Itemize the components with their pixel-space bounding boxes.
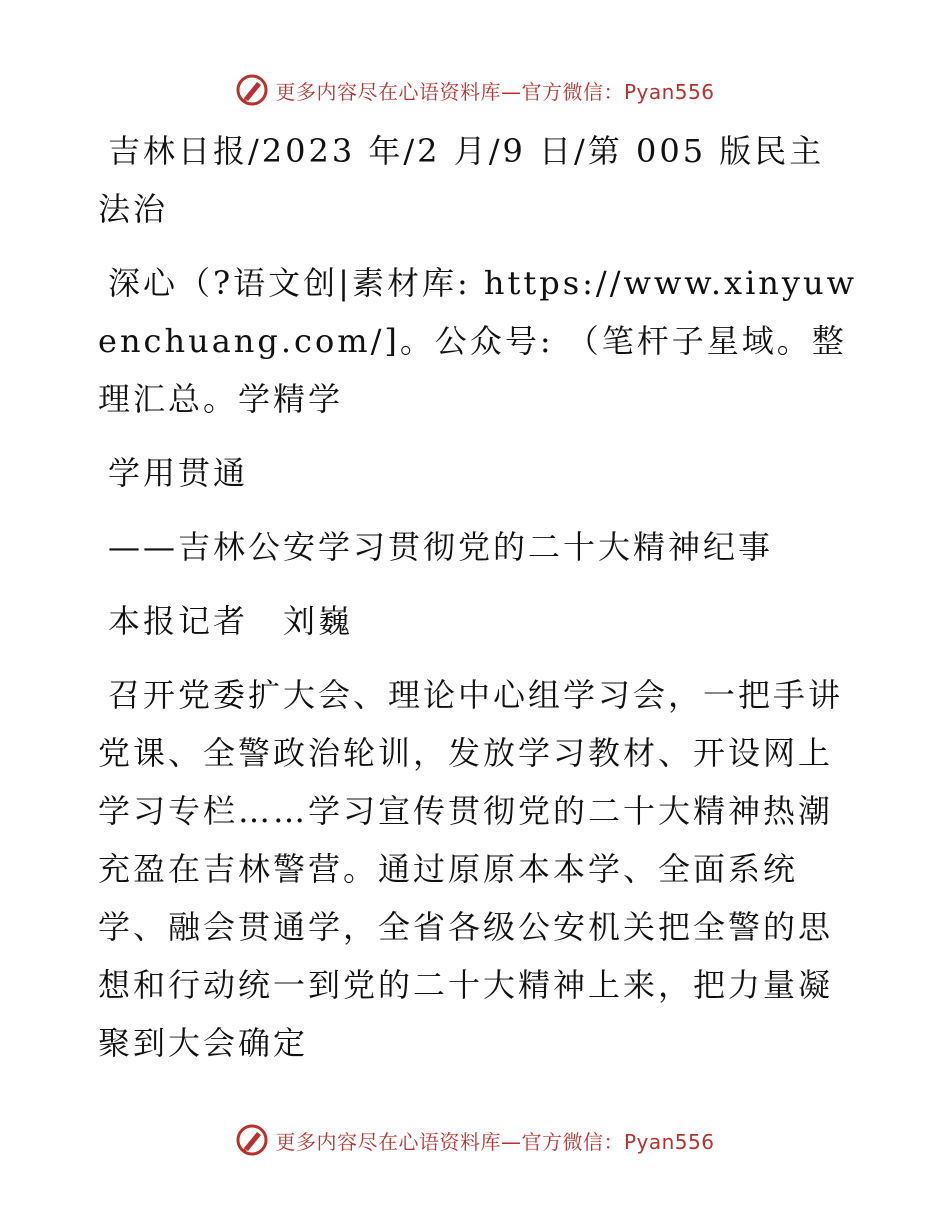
pen-circle-logo-icon [235,1123,269,1157]
paragraph-body: 召开党委扩大会、理论中心组学习会，一把手讲党课、全警政治轮训，发放学习教材、开设网上学习专栏……学习宣传贯彻党的二十大精神热潮充盈在吉林警营。通过原原本本学、全面系统学、融会贯通学，全省各级公安机关把全警的思想和行动统一到党的二十大精神上来，把力量凝聚到大会确定 [98,676,844,1062]
article-byline: 本报记者 刘巍 [108,602,354,640]
banner-text: 更多内容尽在心语资料库—官方微信：Pyan556 [275,79,715,104]
article-title: 学用贯通 [108,454,249,492]
paragraph-source: 吉林日报/2023 年/2 月/9 日/第 005 版民主法治 [98,132,825,228]
banner-text: 更多内容尽在心语资料库—官方微信：Pyan556 [275,1129,715,1154]
document-body [98,122,858,1088]
paragraph-notice: 深心（?语文创|素材库: https://www.xinyuwenchuang.com/]。公众号: （笔杆子星域。整理汇总。学精学 [98,264,857,418]
header-banner [0,70,950,110]
footer-banner [0,1120,950,1160]
pen-circle-logo-icon [235,73,269,107]
article-subtitle: ——吉林公安学习贯彻党的二十大精神纪事 [108,528,774,566]
